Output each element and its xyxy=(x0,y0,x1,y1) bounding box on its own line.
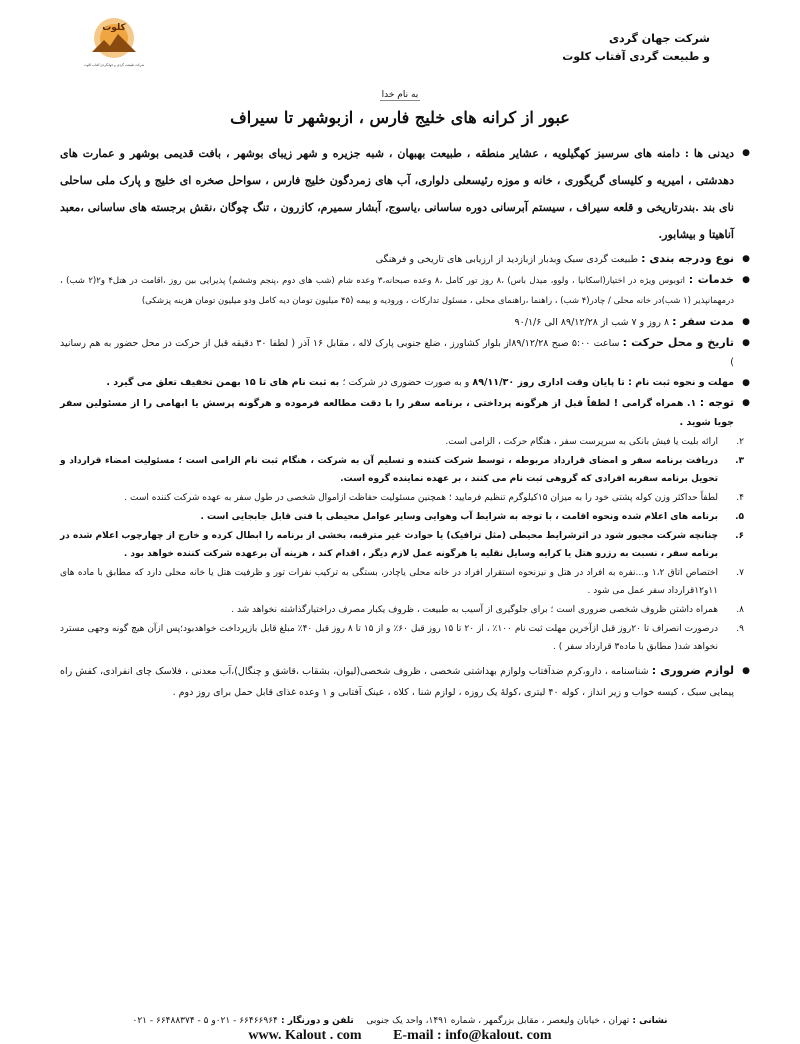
logo-graphic xyxy=(83,14,145,80)
company-name xyxy=(562,30,710,66)
note-3-num: ۳. xyxy=(735,456,744,466)
note-1-num: ۱. xyxy=(686,398,697,409)
note-item-8 xyxy=(60,601,752,619)
note-1: همراه گرامی ! لطفاً قبل از هرگونه پرداختی ، برنامه سفر را با دقت مطالعه فرموده و هرگونه پرسش یا ابهامی را از مسئولین سفر جویا شوید . xyxy=(60,398,734,428)
address-text: تهران ، خیابان ولیعصر ، مقابل بزرگمهر ، شماره ۱۴۹۱، واحد یک جنوبی xyxy=(366,1016,630,1026)
note-2-text: ارائه بلیت یا فیش بانکی به سرپرست سفر ، هنگام حرکت ، الزامی است. xyxy=(445,437,718,447)
footer-web-line xyxy=(60,1028,740,1044)
deadline-text-normal: و به صورت حضوری در شرکت ؛ xyxy=(342,377,473,388)
footer-address-line xyxy=(60,1016,740,1026)
sights-text: دامنه های سرسبز کهگیلویه ، عشایر منطقه ، طبیعت بهبهان ، شبه جزیره و شهر زیبای بوشهر ، بافت قدیمی بوشهر و عمارت های دهدشتی ، امیریه و کلیسای گریگوری ، خانه و موزه رئیسعلی دلواری، آب های زمردگون خلیج فارس ، سواحل صخره ای خلیج و پارک ملی ساحلی نای بند .بندرتاریخی و قلعه سیراف ، سیستم آبرسانی دوره ساسانی ،یاسوج، آبشار سمیرم، کازرون ، تنگ چوگان ،نقش برجسته های ساسانی ،معبد آناهیتا و بیشابور. xyxy=(60,147,734,241)
type-label: نوع ودرجه بندی : xyxy=(641,252,734,265)
note-5-num: ۵. xyxy=(735,512,744,522)
note-4-text: لطفاً حداکثر وزن کوله پشتی خود را به میزان ۱۵کیلوگرم تنظیم فرمایید ؛ همچنین مسئولیت حفاظت ازاموال شخصی در طول سفر به عهده شرکت کننده است . xyxy=(124,493,718,503)
note-item-6 xyxy=(60,527,752,563)
website-link[interactable]: www. Kalout . com xyxy=(248,1028,362,1043)
duration-text: ۸ روز و ۷ شب از ۸۹/۱۲/۲۸ الی ۹۰/۱/۶ xyxy=(514,317,670,328)
deadline-section xyxy=(60,373,752,392)
note-4-num: ۴. xyxy=(736,493,744,503)
phone-label: تلفن و دورنگار : xyxy=(281,1016,354,1026)
note-item-4 xyxy=(60,489,752,507)
duration-section xyxy=(60,312,752,332)
notes-section xyxy=(60,393,752,432)
note-5-text: برنامه های اعلام شده ونحوه اقامت ، با توجه به شرایط آب وهوایی وسایر عوامل محیطی با فنی قابل جابجایی است . xyxy=(200,512,718,522)
services-label: خدمات : xyxy=(688,273,734,286)
document-body xyxy=(60,140,752,704)
note-9-num: ۹. xyxy=(736,624,744,634)
note-item-2 xyxy=(60,433,752,451)
services-section xyxy=(60,270,752,311)
document-title: عبور از کرانه های خلیج فارس ، ازبوشهر تا سیراف xyxy=(230,108,570,127)
note-7-text: اختصاص اتاق ۱،۲ و...نفره به افراد در هتل و نیزنحوه استقرار افراد در خانه محلی یاچادر، بستگی به ترکیب نفرات تور و ظرفیت هتل یا خانه محلی دارد که مطابق با ماده های ۱۱و۱۲قرارداد سفر عمل می شود . xyxy=(60,568,718,596)
deadline-discount: به ثبت نام های تا ۱۵ بهمن تخفیف تعلق می گیرد . xyxy=(106,377,343,388)
note-item-7 xyxy=(60,564,752,600)
essentials-label: لوازم ضروری : xyxy=(651,664,734,677)
services-text: اتوبوس ویژه در اختیار(اسکانیا ، ولوو، میدل باس) ،۸ روز تور کامل ،۸ وعده صبحانه،۳ وعده شام (شب های دوم ،پنجم وششم) پذیرایی بین روز ،اقامت در هتل۴ و۲(۲ شب) ، درمهمانپذیر (۱ شب)در خانه محلی / چادر(۴ شب) ، راهنما ،راهنمای محلی ، مسئول تدارکات ، ورودیه و بیمه (۴۵ میلیون تومان دیه کامل ودو میلیون تومان هزینه پزشکی) xyxy=(60,276,734,306)
address-label: نشانی : xyxy=(632,1016,668,1026)
note-item-9 xyxy=(60,620,752,656)
footer xyxy=(60,1016,740,1044)
sights-label: دیدنی ها : xyxy=(684,147,734,160)
note-7-num: ۷. xyxy=(736,568,744,578)
note-8-text: همراه داشتن ظروف شخصی ضروری است ؛ برای جلوگیری از آسیب به طبیعت ، ظروف یکبار مصرف دراختیارگذاشته نخواهد شد . xyxy=(231,605,718,615)
phone-text: ۶۶۴۶۶۹۶۴ - ۰۲۱و ۵ - ۶۶۴۸۸۳۷۴ - ۰۲۱ xyxy=(132,1016,278,1026)
type-section xyxy=(60,249,752,269)
note-6-text: چنانچه شرکت مجبور شود در اثرشرایط محیطی (مثل ترافیک) یا حوادث غیر مترقبه، بخشی از برنامه را ابطال کرده و خارج از چهارچوب اعلام شده در برنامه سفر ، نسبت به رزرو هتل یا کرایه وسایل نقلیه یا هرگونه عمل لازم دیگر ، اقدام کند ، هزینه آن برعهده شرکت کننده خواهد بود . xyxy=(60,531,718,559)
note-6-num: ۶. xyxy=(735,531,744,541)
company-line-1: شرکت جهان گردی xyxy=(608,32,710,45)
logo-subtitle: شرکت طبیعت گردی و جهانگردی آفتاب کلوت xyxy=(83,63,145,67)
bismillah xyxy=(0,90,800,100)
type-text: طبیعت گردی سبک وبدبار ازبازدید از ارزیابی های تاریخی و فرهنگی xyxy=(375,254,639,265)
deadline-text: مهلت و نحوه ثبت نام : تا پایان وقت اداری روز ۸۹/۱۱/۳۰ xyxy=(472,377,734,388)
note-8-num: ۸. xyxy=(736,605,744,615)
duration-label: مدت سفر : xyxy=(672,315,734,328)
departure-label: تاریخ و محل حرکت : xyxy=(622,336,734,349)
company-line-2: و طبیعت گردی آفتاب کلوت xyxy=(562,50,710,63)
departure-text: ساعت ۵:۰۰ صبح ۸۹/۱۲/۲۸از بلوار کشاورز ، ضلع جنوبی پارک لاله ، مقابل ۱۶ آذر ( لطفا ۳۰ دقیقه قبل از حرکت در محل حضور به هم رسانید ) xyxy=(60,338,734,368)
bismillah-text: به نام خدا xyxy=(381,90,419,100)
departure-section xyxy=(60,333,752,372)
note-3-text: دریافت برنامه سفر و امضای قرارداد مربوطه ، توسط شرکت کننده و تسلیم آن به شرکت ، هنگام ثبت نام الزامی است ؛ مسئولیت امضاء قرارداد و تحویل برنامه سفربه افرادی که گروهی ثبت نام می کنند ، بر عهده نماینده گروه است. xyxy=(60,456,718,484)
essentials-section xyxy=(60,660,752,703)
logo-text: کلوت xyxy=(102,23,126,33)
note-2-num: ۲. xyxy=(736,437,744,447)
email-link[interactable]: E-mail : info@kalout. com xyxy=(393,1028,552,1043)
sights-section xyxy=(60,140,752,248)
essentials-text: شناسنامه ، دارو،کرم ضدآفتاب ولوازم بهداشتی شخصی ، ظروف شخصی(لیوان، بشقاب ،قاشق و چنگال)،آب معدنی ، فلاسک چای انفرادی، کفش راه پیمایی سبک ، کیسه خواب و زیر انداز ، کوله ۴۰ لیتری ،کولهٔ یک روزه ، لوازم شنا ، کلاه ، عینک آفتابی و ۱ وعده غذای قابل حمل برای روز دوم . xyxy=(60,666,734,698)
note-9-text: درصورت انصراف تا ۲۰روز قبل ازآخرین مهلت ثبت نام ۱۰۰٪ ، از ۲۰ تا ۱۵ روز قبل ۶۰٪ و از ۱۵ تا ۸ روز قبل ۴۰٪ مبلغ قابل بازپرداخت خواهدبود؛پس ازآن هیچ گونه وجهی مسترد نخواهد شد( مطابق با ماده۳ قرارداد سفر ) . xyxy=(60,624,718,652)
notes-label: توجه : xyxy=(699,396,734,409)
note-item-3 xyxy=(60,452,752,488)
company-logo xyxy=(83,14,145,80)
note-item-5 xyxy=(60,508,752,526)
